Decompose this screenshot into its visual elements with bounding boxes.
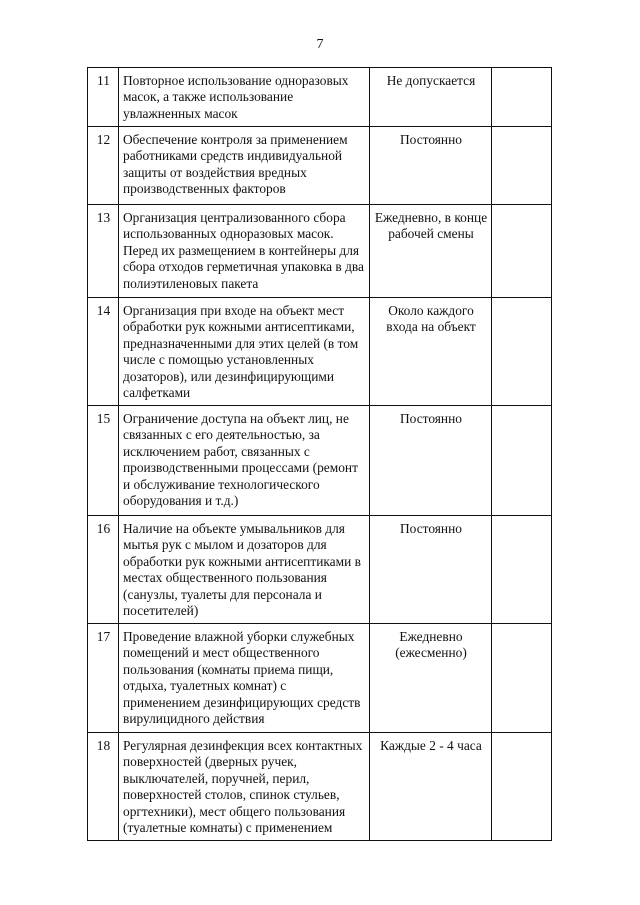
empty-cell	[492, 127, 552, 205]
row-number: 15	[88, 406, 119, 516]
row-number: 14	[88, 298, 119, 406]
measures-table	[87, 67, 552, 841]
measure-frequency: Около каждого входа на объект	[370, 298, 492, 406]
table-row	[88, 205, 552, 298]
measure-frequency: Постоянно	[370, 406, 492, 516]
table-row	[88, 298, 552, 406]
table-row	[88, 733, 552, 841]
measure-description: Наличие на объекте умывальников для мытья рук с мылом и дозаторов для обработки рук кожными антисептиками в местах общественного пользования (санузлы, туалеты для персонала и посетителей)	[119, 516, 370, 624]
measure-description: Ограничение доступа на объект лиц, не связанных с его деятельностью, за исключением работ, связанных с производственными процессами (ремонт и обслуживание технологического оборудования и т.д.)	[119, 406, 370, 516]
empty-cell	[492, 298, 552, 406]
empty-cell	[492, 733, 552, 841]
measure-frequency: Постоянно	[370, 127, 492, 205]
measure-frequency: Ежедневно (ежесменно)	[370, 624, 492, 733]
row-number: 11	[88, 68, 119, 127]
empty-cell	[492, 68, 552, 127]
measure-description: Обеспечение контроля за применением работниками средств индивидуальной защиты от воздействия вредных производственных факторов	[119, 127, 370, 205]
empty-cell	[492, 516, 552, 624]
row-number: 18	[88, 733, 119, 841]
measure-description: Регулярная дезинфекция всех контактных поверхностей (дверных ручек, выключателей, поручней, перил, поверхностей столов, спинок стульев, оргтехники), мест общего пользования (туалетные комнаты) с применением	[119, 733, 370, 841]
empty-cell	[492, 624, 552, 733]
table-row	[88, 624, 552, 733]
measure-description: Проведение влажной уборки служебных помещений и мест общественного пользования (комнаты приема пищи, отдыха, туалетных комнат) с применением дезинфицирующих средств вирулицидного действия	[119, 624, 370, 733]
table-row	[88, 68, 552, 127]
table-row	[88, 516, 552, 624]
page-number: 7	[316, 37, 324, 52]
measure-description: Организация централизованного сбора использованных одноразовых масок. Перед их размещением в контейнеры для сбора отходов герметичная упаковка в два полиэтиленовых пакета	[119, 205, 370, 298]
empty-cell	[492, 406, 552, 516]
row-number: 17	[88, 624, 119, 733]
measure-description: Повторное использование одноразовых масок, а также использование увлажненных масок	[119, 68, 370, 127]
measure-frequency: Не допускается	[370, 68, 492, 127]
table-row	[88, 127, 552, 205]
measure-frequency: Каждые 2 - 4 часа	[370, 733, 492, 841]
row-number: 12	[88, 127, 119, 205]
measure-description: Организация при входе на объект мест обработки рук кожными антисептиками, предназначенными для этих целей (в том числе с помощью установленных дозаторов), или дезинфицирующими салфетками	[119, 298, 370, 406]
measure-frequency: Постоянно	[370, 516, 492, 624]
table-row	[88, 406, 552, 516]
row-number: 16	[88, 516, 119, 624]
measure-frequency: Ежедневно, в конце рабочей смены	[370, 205, 492, 298]
row-number: 13	[88, 205, 119, 298]
empty-cell	[492, 205, 552, 298]
